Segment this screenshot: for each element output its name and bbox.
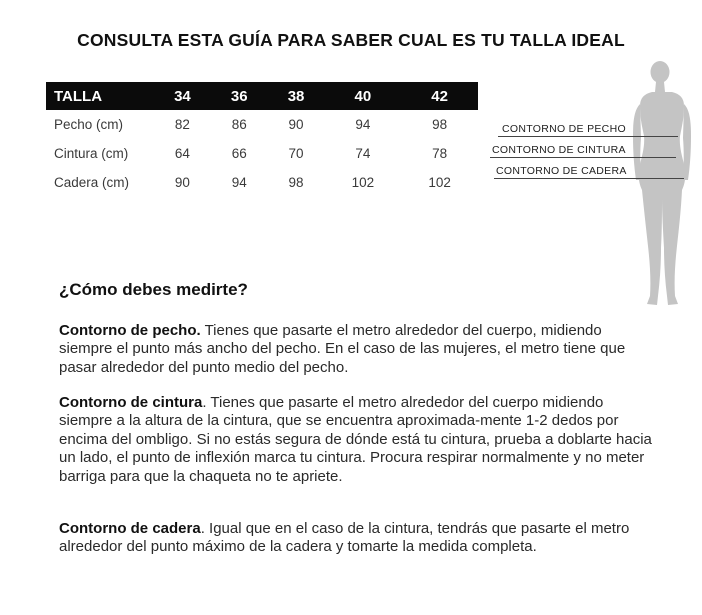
row-label: Cintura (cm)	[54, 146, 129, 161]
text-cintura: . Tienes que pasarte el metro alrededor del cuerpo midiendo siempre a la altura de la cintura, que se encuentra aproximada-mente 1-2 dedos por encima del ombligo. Si no estás segura de dónde está tu cintura, prueba a doblarte hacia un lado, el punto de inflexión marca tu cintura. Procura respirar normalmente y no meter barriga para que la chaqueta no te apriete.	[59, 394, 652, 485]
table-cell: 94	[355, 117, 371, 132]
size-table	[46, 82, 478, 197]
paragraph-cadera	[59, 520, 659, 557]
header-cell-size: 38	[268, 82, 325, 110]
table-cell: 90	[288, 117, 304, 132]
table-cell: 102	[428, 175, 451, 190]
table-cell: 64	[174, 146, 190, 161]
row-label: Pecho (cm)	[54, 117, 124, 132]
table-cell: 102	[351, 175, 375, 190]
cintura-line	[490, 157, 676, 158]
table-row-pecho	[46, 110, 478, 139]
table-cell: 82	[174, 117, 190, 132]
table-cell: 74	[355, 146, 371, 161]
paragraph-pecho	[59, 322, 659, 377]
header-cell-size: 42	[401, 82, 478, 110]
table-cell: 98	[288, 175, 304, 190]
label-contorno-cintura: CONTORNO DE CINTURA	[492, 144, 626, 156]
pecho-line	[498, 136, 678, 137]
paragraph-cintura	[59, 394, 659, 486]
table-cell: 94	[231, 175, 247, 190]
row-label: Cadera (cm)	[54, 175, 130, 190]
table-row-cintura	[46, 139, 478, 168]
table-cell: 70	[288, 146, 304, 161]
header-cell-size: 36	[211, 82, 268, 110]
table-cell: 90	[174, 175, 190, 190]
term-cintura: Contorno de cintura	[59, 394, 203, 411]
header-cell-talla: TALLA	[46, 82, 154, 110]
table-cell: 78	[432, 146, 448, 161]
text-pecho: Tienes que pasarte el metro alrededor del cuerpo, midiendo siempre el punto más ancho del pecho. En el caso de las mujeres, el metro tiene que pasar alrededor del punto medio del pecho.	[59, 322, 626, 376]
table-row-cadera	[46, 168, 478, 197]
header-cell-size: 34	[154, 82, 211, 110]
table-cell: 98	[432, 117, 448, 132]
page-title: CONSULTA ESTA GUÍA PARA SABER CUAL ES TU TALLA IDEAL	[77, 30, 625, 50]
term-cadera: Contorno de cadera	[59, 520, 201, 537]
term-pecho: Contorno de pecho.	[59, 322, 201, 339]
table-cell: 86	[231, 117, 247, 132]
label-contorno-cadera: CONTORNO DE CADERA	[496, 165, 627, 177]
table-cell: 66	[231, 146, 247, 161]
how-to-heading: ¿Cómo debes medirte?	[59, 280, 248, 299]
table-header-row	[46, 82, 478, 110]
header-cell-size: 40	[324, 82, 401, 110]
cadera-line	[494, 178, 684, 179]
body-silhouette-icon	[600, 58, 702, 310]
label-contorno-pecho: CONTORNO DE PECHO	[502, 123, 626, 135]
text-cadera: . Igual que en el caso de la cintura, tendrás que pasarte el metro alrededor del punto máximo de la cadera y tomarte la medida completa.	[59, 520, 630, 556]
